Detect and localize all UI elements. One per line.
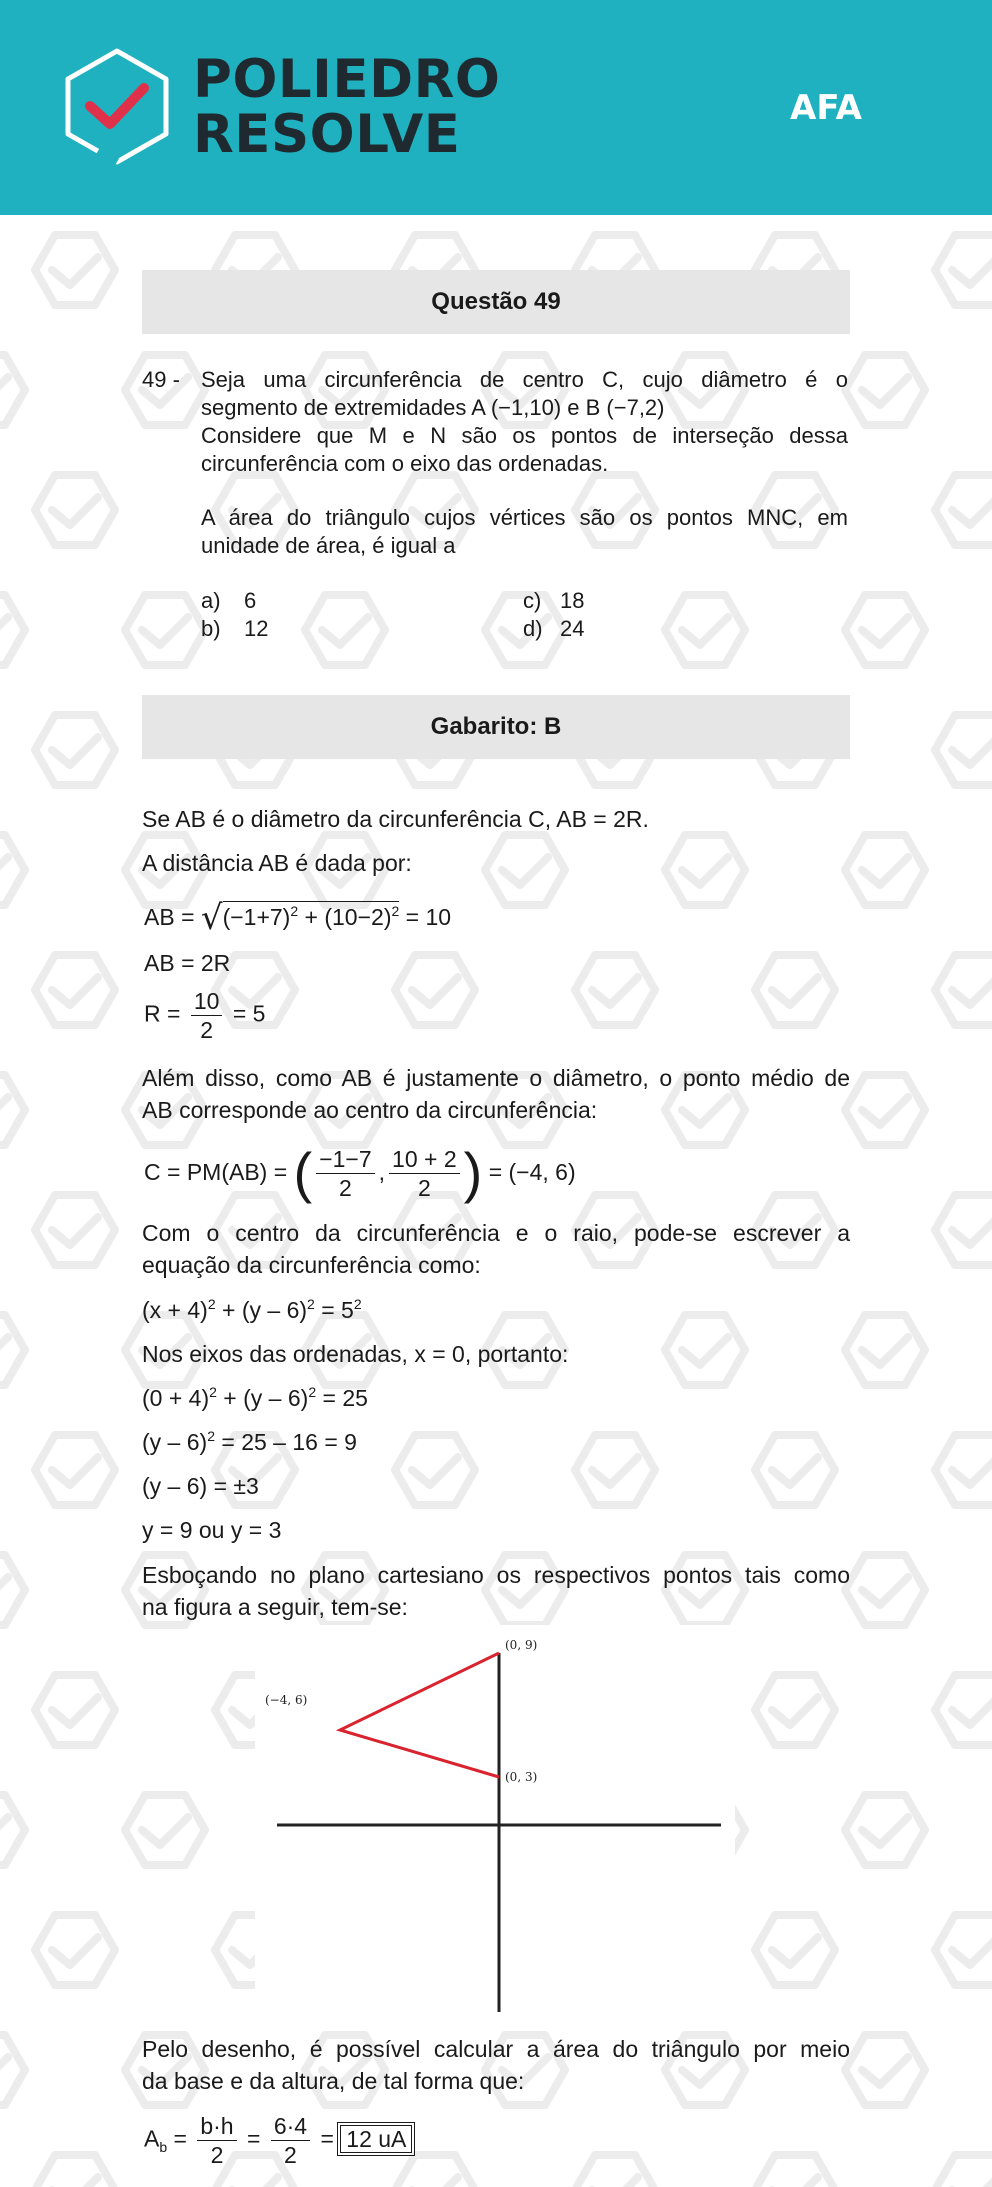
check-hexagon-icon [58, 46, 176, 166]
label-point-n: (0, 3) [505, 1770, 538, 1784]
radicand-term-2: (10−2) [324, 904, 392, 930]
solution-paragraph-3-line-2: AB corresponde ao centro da circunferência: [142, 1097, 598, 1123]
term-3: = 25 [316, 1385, 368, 1411]
sqrt-symbol: √ [200, 898, 223, 938]
numerator: 6·4 [271, 2112, 310, 2141]
question-number: 49 - [142, 367, 180, 392]
denominator: 2 [210, 2142, 224, 2168]
option-c [523, 587, 585, 615]
exponent: 2 [308, 1384, 317, 1400]
area-subscript: b [159, 2139, 168, 2156]
right-paren: ) [463, 1141, 483, 1204]
equation-ab-2r: AB = 2R [144, 950, 231, 976]
option-b [201, 615, 269, 643]
solution-paragraph-6-line-2: na figura a seguir, tem-se: [142, 1594, 408, 1620]
term-1: (x + 4) [142, 1297, 208, 1323]
solution-paragraph-4-line-1: Com o centro da circunferência e o raio, pode-se escrever a [142, 1220, 850, 1246]
question-stem-line-2: segmento de extremidades A (−1,10) e B (−7,2) [201, 395, 665, 420]
option-value: 18 [560, 588, 585, 613]
equation-radius [144, 987, 265, 1044]
equation-rhs: = (−4, 6) [488, 1159, 576, 1185]
exponent: 2 [207, 1428, 215, 1444]
option-value: 12 [244, 616, 269, 641]
exponent: 2 [290, 903, 299, 919]
header-banner [0, 0, 992, 215]
solution-paragraph-5: Nos eixos das ordenadas, x = 0, portanto: [142, 1341, 569, 1367]
numerator: 10 + 2 [389, 1145, 460, 1174]
equation-rhs: = 5 [232, 1000, 266, 1027]
question-stem-line-1: Seja uma circunferência de centro C, cujo diâmetro é o [201, 367, 848, 392]
brand-name [193, 49, 501, 165]
equation-lhs: R = [144, 1000, 181, 1027]
option-value: 24 [560, 616, 585, 641]
denominator: 2 [417, 1175, 431, 1202]
term-1: (0 + 4) [142, 1385, 210, 1411]
brand-line-1: POLIEDRO [193, 49, 501, 110]
fraction [191, 987, 223, 1044]
term-1: (y – 6) [142, 1429, 208, 1455]
exponent: 2 [307, 1296, 315, 1312]
radicand [223, 901, 400, 930]
equation-center: C = PM(AB) = ( $\frac{-1-7}{2}$ , $\frac{10 + 2}{2}$ ) = (−4, 6) [144, 1141, 576, 1204]
equation-step-1 [142, 1384, 368, 1412]
question-stem-line-5: A área do triângulo cujos vértices são os pontos MNC, em [201, 505, 848, 530]
term-3: = 5 [314, 1297, 354, 1323]
fraction-x [316, 1145, 374, 1202]
cartesian-figure [255, 1625, 735, 2017]
exponent: 2 [207, 1296, 216, 1312]
solution-paragraph-3-line-1: Além disso, como AB é justamente o diâmetro, o ponto médio de [142, 1065, 850, 1091]
term-2: = 25 – 16 = 9 [214, 1429, 357, 1455]
brand-line-2: RESOLVE [193, 104, 461, 165]
term-2: + (y – 6) [216, 1385, 309, 1411]
question-title: Questão 49 [142, 270, 850, 334]
label-point-m: (0, 9) [505, 1638, 538, 1652]
answer-title: Gabarito: B [142, 695, 850, 759]
question-stem-line-3: Considere que M e N são os pontos de interseção dessa [201, 423, 848, 448]
triangle-mnc [340, 1653, 499, 1777]
question-stem-line-6: unidade de área, é igual a [201, 533, 456, 558]
equation-circle [142, 1296, 362, 1324]
label-point-c: (−4, 6) [265, 1693, 308, 1707]
exponent: 2 [391, 903, 400, 919]
option-value: 6 [244, 588, 257, 613]
solution-paragraph-6-line-1: Esboçando no plano cartesiano os respectivos pontos tais como [142, 1562, 850, 1588]
option-letter: d) [523, 616, 543, 641]
option-letter: a) [201, 588, 221, 613]
option-a [201, 587, 257, 615]
solution-paragraph-1: Se AB é o diâmetro da circunferência C, AB = 2R. [142, 806, 649, 832]
solution-paragraph-2: A distância AB é dada por: [142, 850, 412, 876]
numerator: 10 [191, 987, 223, 1016]
term-2: + (y – 6) [215, 1297, 308, 1323]
option-letter: b) [201, 616, 221, 641]
fraction-formula [197, 2112, 236, 2169]
equation-rhs: = 10 [405, 904, 452, 930]
question-stem-line-4: circunferência com o eixo das ordenadas. [201, 451, 609, 476]
numerator: −1−7 [316, 1145, 374, 1174]
area-result: 12 uA [340, 2125, 412, 2153]
equation-ab-distance [144, 898, 451, 938]
exponent: 2 [209, 1384, 217, 1400]
left-paren: ( [293, 1141, 313, 1204]
exam-label: AFA [790, 88, 862, 128]
equation-lhs: AB = [144, 904, 195, 930]
denominator: 2 [200, 1017, 214, 1043]
option-letter: c) [523, 588, 542, 613]
equation-step-3: (y – 6) = ±3 [142, 1473, 259, 1499]
equation-step-4: y = 9 ou y = 3 [142, 1517, 282, 1543]
solution-paragraph-4-line-2: equação da circunferência como: [142, 1252, 481, 1278]
solution-paragraph-7-line-2: da base e da altura, de tal forma que: [142, 2068, 525, 2094]
solution-paragraph-7-line-1: Pelo desenho, é possível calcular a área do triângulo por meio [142, 2036, 850, 2062]
fraction-values [271, 2112, 310, 2169]
plus-sign: + [298, 904, 325, 930]
equation-lhs: C = PM(AB) = [144, 1159, 288, 1185]
equation-step-2 [142, 1428, 357, 1456]
equation-area: $A_b$ = $\frac{b\cdot h}{2}$ = $\frac{6\cdot 4}{2}$ = 12 uA [144, 2112, 412, 2169]
numerator: b·h [197, 2112, 236, 2141]
area-symbol: A [144, 2125, 160, 2152]
denominator: 2 [284, 2142, 297, 2168]
fraction-y [389, 1145, 460, 1202]
exponent: 2 [353, 1296, 362, 1312]
option-d [523, 615, 585, 643]
denominator: 2 [339, 1175, 352, 1202]
radicand-term-1: (−1+7) [222, 904, 291, 930]
